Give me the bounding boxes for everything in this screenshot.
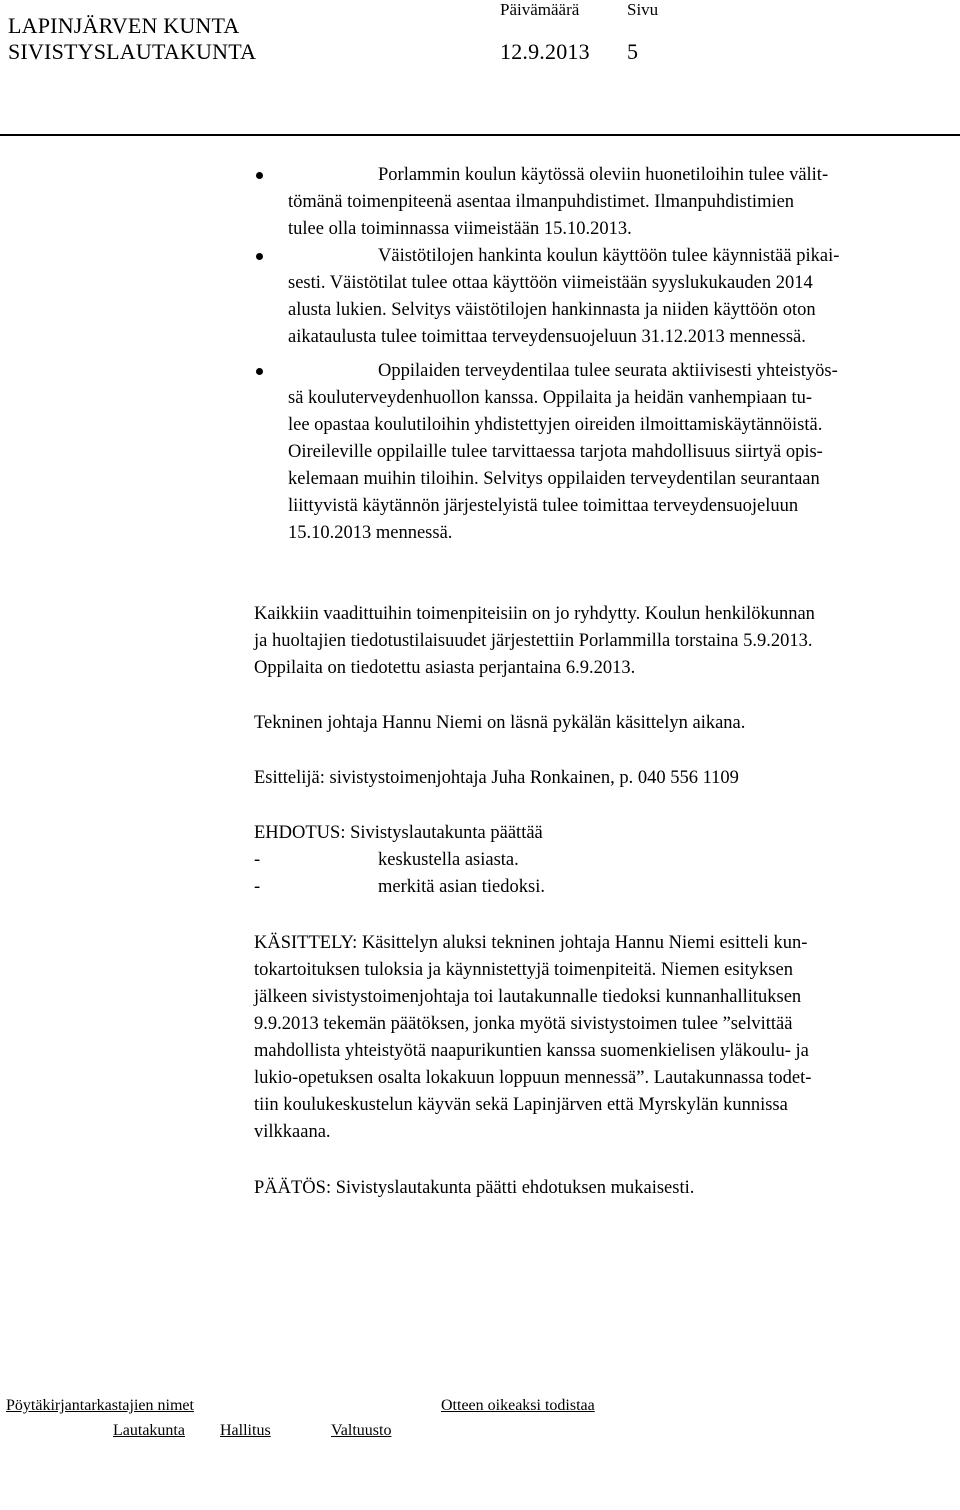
list-item-line: aikataulusta tulee toimittaa terveydensuojeluun 31.12.2013 mennessä. bbox=[288, 327, 806, 347]
paragraph-line: mahdollista yhteistyötä naapurikuntien kanssa suomenkielisen yläkoulu- ja bbox=[254, 1041, 809, 1061]
organization-name: LAPINJÄRVEN KUNTA bbox=[8, 13, 240, 38]
list-item-line: Oireileville oppilaille tulee tarvittaessa tarjota mahdollisuus siirtyä opis- bbox=[288, 442, 823, 462]
list-item-line: sesti. Väistötilat tulee ottaa käyttöön viimeistään syyslukukauden 2014 bbox=[288, 273, 813, 293]
list-item-line: lee opastaa koulutiloihin yhdistettyjen oireiden ilmoittamiskäytännöistä. bbox=[288, 415, 823, 435]
paragraph-line: ja huoltajien tiedotustilaisuudet järjestettiin Porlammilla torstaina 5.9.2013. bbox=[254, 631, 813, 651]
reviewers-label: Pöytäkirjantarkastajien nimet bbox=[6, 1397, 194, 1414]
bullet-icon bbox=[256, 368, 263, 375]
list-item-line: Porlammin koulun käytössä oleviin huonetiloihin tulee välit- bbox=[378, 165, 829, 185]
list-item-line: 15.10.2013 mennessä. bbox=[288, 523, 453, 543]
proposal-dash: - bbox=[254, 850, 261, 870]
meeting-date: 12.9.2013 bbox=[500, 39, 590, 64]
paragraph-line: vilkkaana. bbox=[254, 1122, 331, 1142]
proposal-item: keskustella asiasta. bbox=[378, 850, 519, 870]
list-item-line: liittyvistä käytännön järjestelyistä tulee toimittaa terveydensuojeluun bbox=[288, 496, 799, 516]
bullet-icon bbox=[256, 172, 263, 179]
list-item-line: tömänä toimenpiteenä asentaa ilmanpuhdistimet. Ilmanpuhdistimien bbox=[288, 192, 795, 212]
certified-label: Otteen oikeaksi todistaa bbox=[441, 1397, 595, 1414]
decision-line: PÄÄTÖS: Sivistyslautakunta päätti ehdotuksen mukaisesti. bbox=[254, 1178, 695, 1198]
presence-note: Tekninen johtaja Hannu Niemi on läsnä pykälän käsittelyn aikana. bbox=[254, 713, 746, 733]
proposal-heading: EHDOTUS: Sivistyslautakunta päättää bbox=[254, 823, 543, 843]
paragraph-line: tiin koulukeskustelun käyvän sekä Lapinjärven että Myrskylän kunnissa bbox=[254, 1095, 788, 1115]
page-number: 5 bbox=[627, 39, 639, 64]
list-item-line: alusta lukien. Selvitys väistötilojen hankinnasta ja niiden käyttöön oton bbox=[288, 300, 816, 320]
paragraph-line: Kaikkiin vaadittuihin toimenpiteisiin on jo ryhdytty. Koulun henkilökunnan bbox=[254, 604, 815, 624]
paragraph-line: Oppilaita on tiedotettu asiasta perjantaina 6.9.2013. bbox=[254, 658, 636, 678]
presenter-line: Esittelijä: sivistystoimenjohtaja Juha Ronkainen, p. 040 556 1109 bbox=[254, 768, 739, 788]
list-item-line: tulee olla toiminnassa viimeistään 15.10.2013. bbox=[288, 219, 632, 239]
body-valtuusto: Valtuusto bbox=[331, 1422, 392, 1439]
proposal-item: merkitä asian tiedoksi. bbox=[378, 877, 545, 897]
paragraph-line: 9.9.2013 tekemän päätöksen, jonka myötä sivistystoimen tulee ”selvittää bbox=[254, 1014, 793, 1034]
list-item-line: Oppilaiden terveydentilaa tulee seurata aktiivisesti yhteistyös- bbox=[378, 361, 838, 381]
list-item-line: Väistötilojen hankinta koulun käyttöön tulee käynnistää pikai- bbox=[378, 246, 840, 266]
board-name: SIVISTYSLAUTAKUNTA bbox=[8, 39, 257, 64]
paragraph-line: jälkeen sivistystoimenjohtaja toi lautakunnalle tiedoksi kunnanhallituksen bbox=[254, 987, 802, 1007]
list-item-line: sä kouluterveydenhuollon kanssa. Oppilaita ja heidän vanhempiaan tu- bbox=[288, 388, 813, 408]
paragraph-line: lukio-opetuksen osalta lokakuun loppuun mennessä”. Lautakunnassa todet- bbox=[254, 1068, 812, 1088]
proposal-dash: - bbox=[254, 877, 261, 897]
paragraph-line: KÄSITTELY: Käsittelyn aluksi tekninen johtaja Hannu Niemi esitteli kun- bbox=[254, 933, 808, 953]
body-lautakunta: Lautakunta bbox=[113, 1422, 185, 1439]
body-hallitus: Hallitus bbox=[220, 1422, 271, 1439]
bullet-icon bbox=[256, 253, 263, 260]
paragraph-line: tokartoituksen tuloksia ja käynnistettyjä toimenpiteitä. Niemen esityksen bbox=[254, 960, 793, 980]
header-rule bbox=[0, 134, 960, 136]
list-item-line: kelemaan muihin tiloihin. Selvitys oppilaiden terveydentilan seurantaan bbox=[288, 469, 820, 489]
date-label: Päivämäärä bbox=[500, 0, 580, 19]
page-label: Sivu bbox=[627, 0, 659, 19]
